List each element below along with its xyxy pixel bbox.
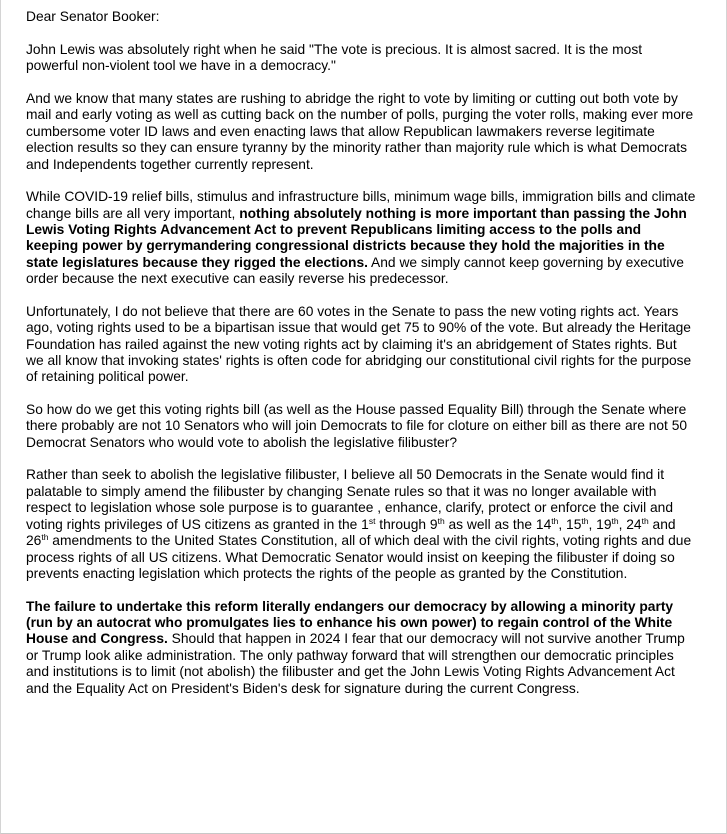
ordinal-suffix: th <box>641 515 649 526</box>
proposal-text-2: through 9 <box>375 516 438 532</box>
ordinal-suffix: th <box>611 515 619 526</box>
priorities-text-bold: nothing absolutely nothing is more important than passing the John Lewis Voting Rights Advancement Act to prevent Republicans limiting access to the polls and keeping power by gerrymandering congressional districts because they hold the majorities in the state legislatures because they rigged the elections. <box>26 205 687 270</box>
proposal-text-8: amendments to the United States Constitution, all of which deal with the civil rights, voting rights and due process rights of all US citizens. What Democratic Senator would insist on keeping the filibuster if doing so prevents enacting legislation which protects the rights of the people as granted by the Constitution. <box>26 533 692 581</box>
ordinal-suffix: st <box>368 515 376 526</box>
ordinal-suffix: th <box>581 515 589 526</box>
proposal-text-7: and 26 <box>26 516 676 549</box>
paragraph-cloture-question: So how do we get this voting rights bill (as well as the House passed Equality Bill) through the Senate where there probably are not 10 Senators who will join Democrats to file for cloture on either bill as there are not 50 Democrat Senators who would vote to abolish the legislative filibuster? <box>26 402 688 450</box>
priorities-text-lead: While COVID-19 relief bills, stimulus and infrastructure bills, minimum wage bills, immigration bills and climate change bills are all very important, <box>26 189 696 221</box>
conclusion-text-rest: Should that happen in 2024 I fear that our democracy will not survive another Trump or Trump look alike administration. The only pathway forward that will strengthen our democratic principles and institutions is to limit (not abolish) the filibuster and get the John Lewis Voting Rights Advancement Act and the Equality Act on President's Biden's desk for signature during the current Congress. <box>26 631 685 696</box>
priorities-text-tail: And we simply cannot keep governing by executive order because the next executive can easily reverse his predecessor. <box>26 254 684 287</box>
paragraph-john-lewis-quote: John Lewis was absolutely right when he said "The vote is precious. It is almost sacred. It is the most powerful non-violent tool we have in a democracy." <box>26 42 643 74</box>
letter-body <box>1 0 726 697</box>
paragraph-senate-votes: Unfortunately, I do not believe that there are 60 votes in the Senate to pass the new voting rights act. Years ago, voting rights used to be a bipartisan issue that would get 75 to 90% of the vote. But already the Heritage Foundation has railed against the new voting rights act by claiming it's an abridgement of States rights. But we all know that invoking states' rights is often code for abridging our constitutional civil rights for the purpose of retaining political power. <box>26 303 692 385</box>
paragraph-priorities <box>26 189 696 287</box>
proposal-text-6: , 24 <box>618 516 642 532</box>
ordinal-suffix: th <box>41 532 49 543</box>
proposal-text-5: , 19 <box>588 516 612 532</box>
proposal-text-4: , 15 <box>558 516 582 532</box>
paragraph-conclusion <box>26 599 696 697</box>
paragraph-filibuster-proposal <box>26 467 696 582</box>
ordinal-suffix: th <box>551 515 559 526</box>
ordinal-suffix: th <box>437 515 445 526</box>
conclusion-text-bold: The failure to undertake this reform literally endangers our democracy by allowing a minority party (run by an autocrat who promulgates lies to enhance his own power) to regain control of the White House and Congress. <box>26 598 674 647</box>
paragraph-voting-restrictions: And we know that many states are rushing to abridge the right to vote by limiting or cutting out both vote by mail and early voting as well as cutting back on the number of polls, purging the voter rolls, making ever more cumbersome voter ID laws and even enacting laws that allow Republican lawmakers reverse legitimate election results so they can ensure tyranny by the minority rather than majority rule which is what Democrats and Independents together currently represent. <box>26 91 694 172</box>
proposal-text-1: Rather than seek to abolish the legislative filibuster, I believe all 50 Democrats in the Senate would find it palatable to simply amend the filibuster by changing Senate rules so that it was no longer available with respect to legislation whose sole purpose is to guarantee , enhance, clarify, protect or enforce the civil and voting rights privileges of US citizens as granted in the 1 <box>26 467 674 532</box>
proposal-text-3: as well as the 14 <box>444 516 552 532</box>
salutation: Dear Senator Booker: <box>26 9 160 24</box>
